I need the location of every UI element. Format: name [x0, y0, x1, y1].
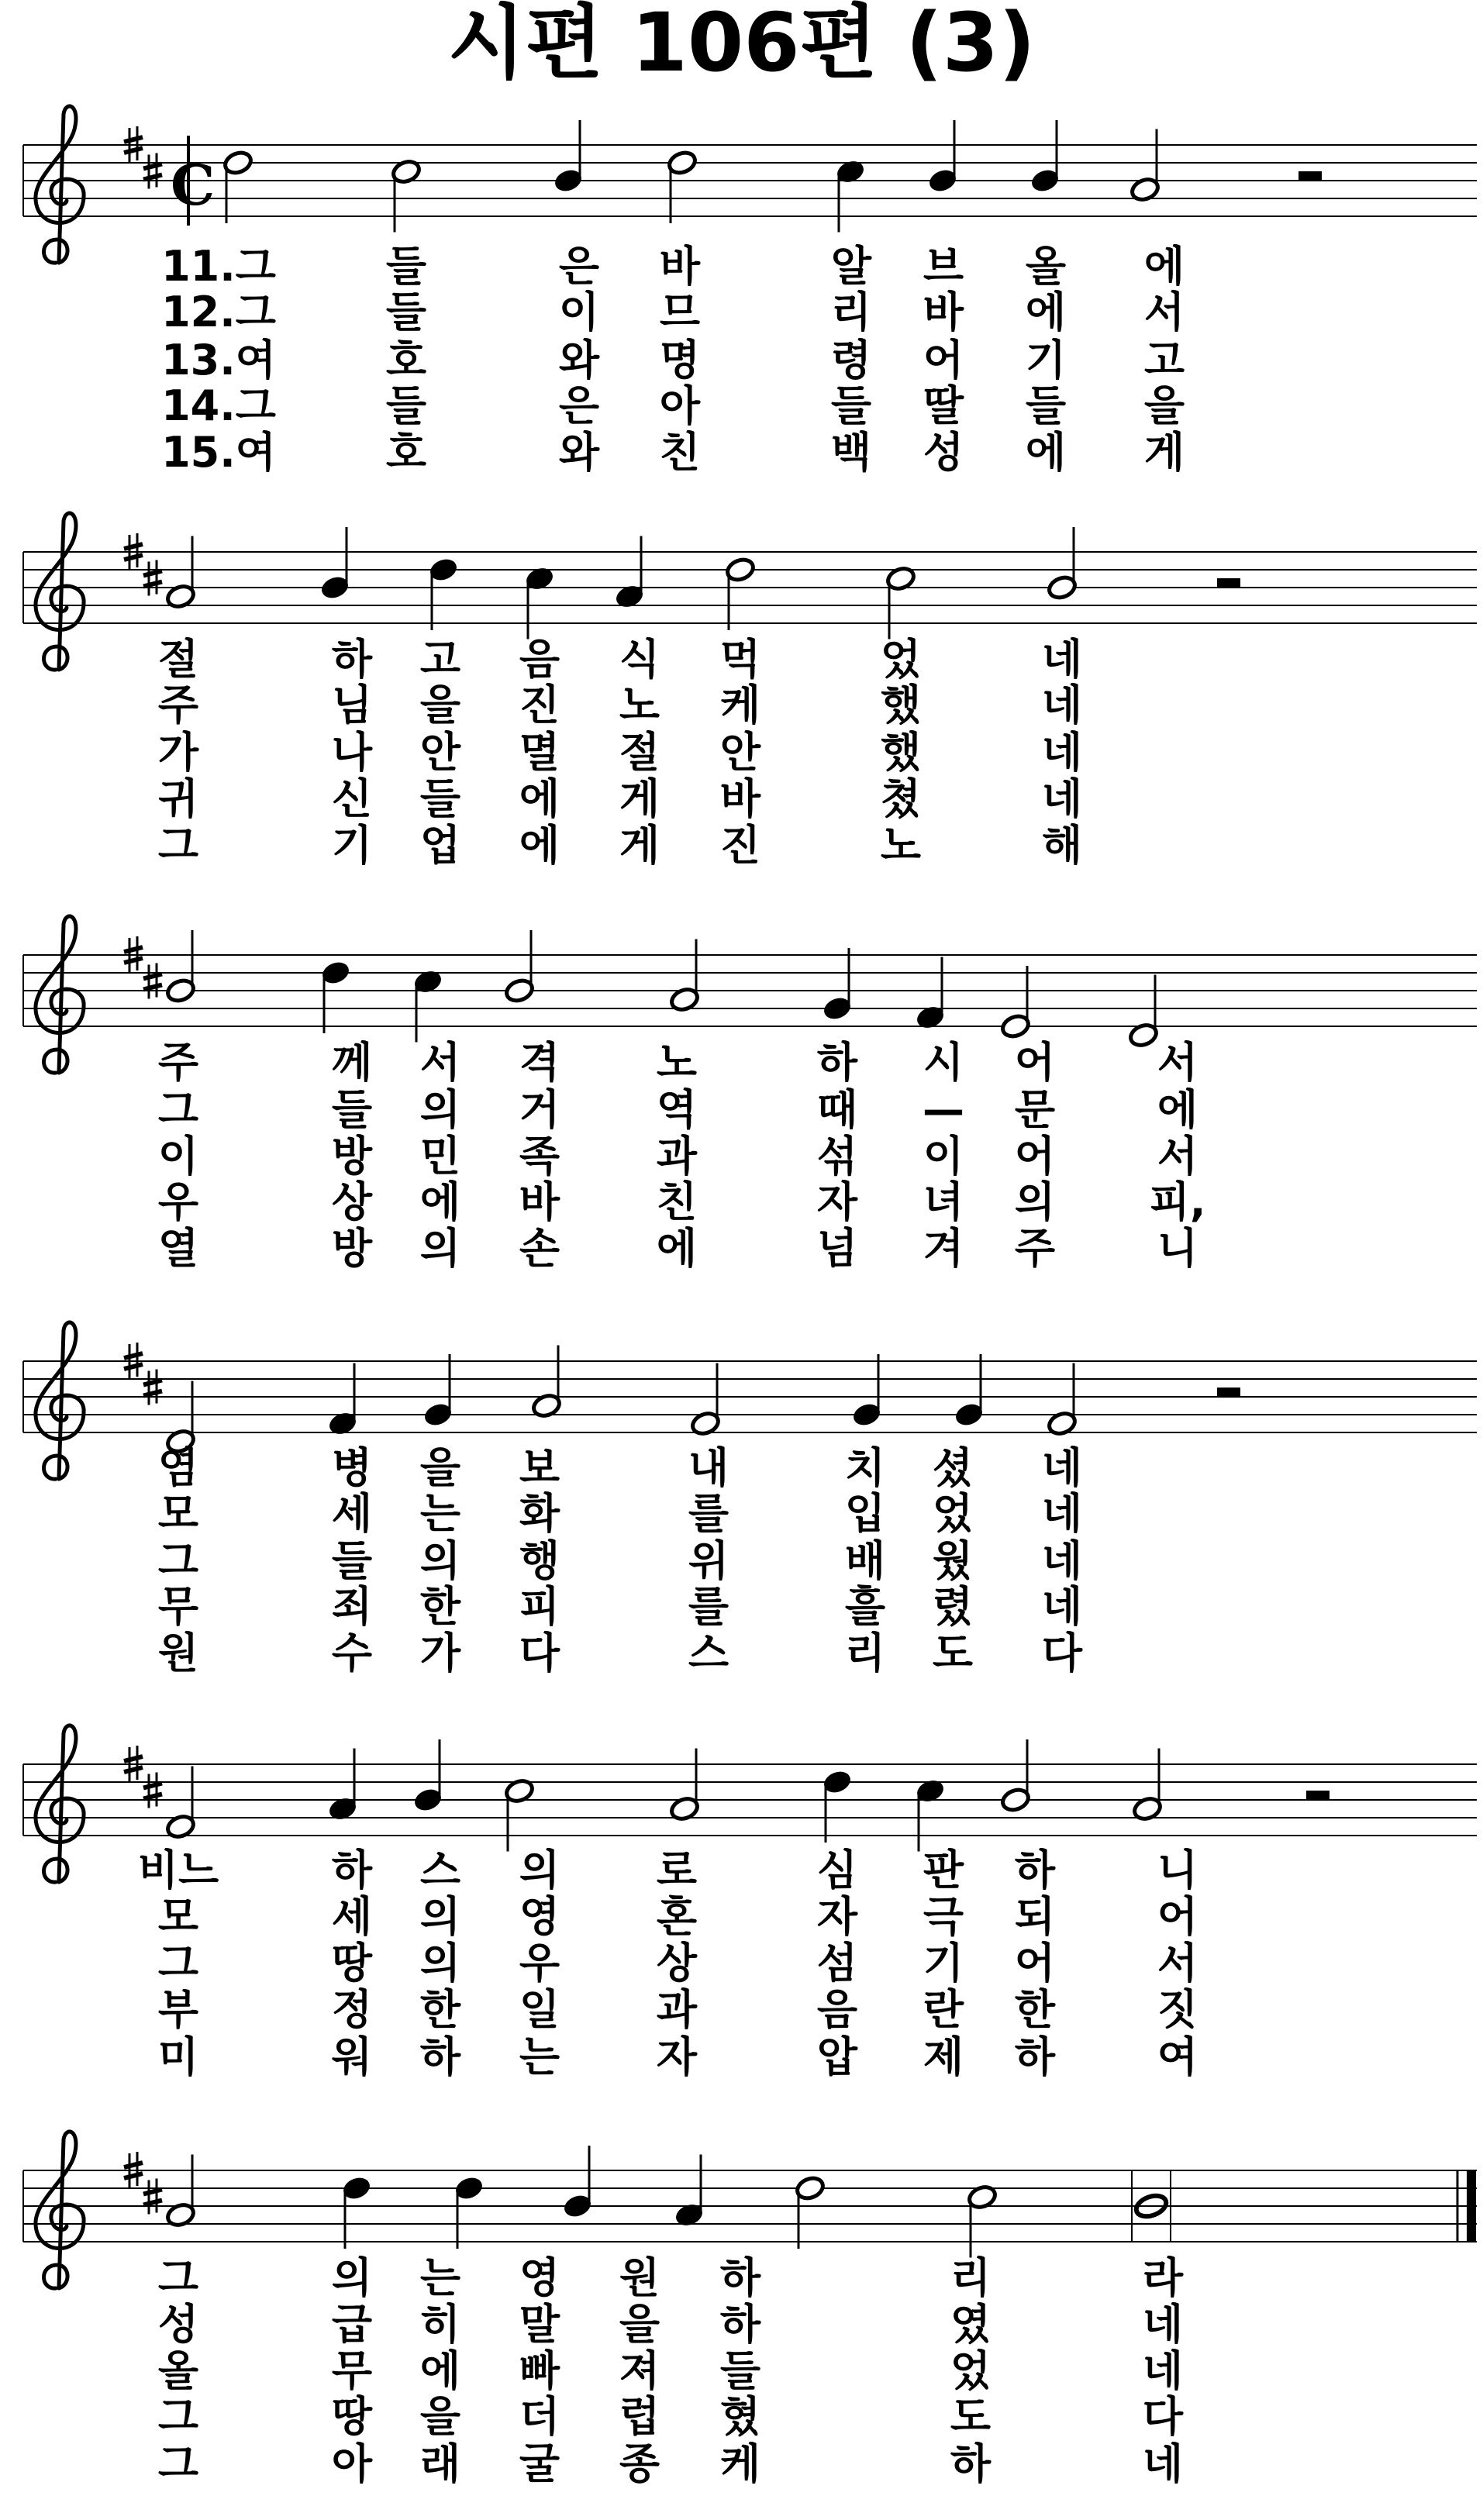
- lyric-syllable: 입: [844, 1489, 886, 1538]
- lyric-syllable: 염: [157, 1443, 199, 1492]
- treble-clef-icon: [36, 916, 84, 1073]
- lyric-syllable: 와: [558, 336, 600, 384]
- lyric-syllable: 종: [619, 2439, 660, 2488]
- lyric-syllable: 들: [385, 381, 427, 430]
- lyric-syllable: 미: [157, 2032, 199, 2081]
- lyric-syllable: 기: [331, 821, 373, 870]
- lyric-syllable: 이: [558, 288, 600, 336]
- lyric-syllable: 했: [880, 728, 922, 777]
- lyric-syllable: 바: [923, 288, 964, 336]
- lyric-syllable: 네: [1142, 2300, 1184, 2349]
- lyric-syllable: 11.그: [161, 242, 276, 291]
- lyric-syllable: 네: [1041, 681, 1083, 729]
- lyric-syllable: 케: [719, 681, 761, 729]
- sharp-stroke: [124, 148, 143, 153]
- lyric-syllable: 녀: [923, 1177, 964, 1226]
- lyric-syllable: 노: [656, 1038, 698, 1087]
- lyric-syllable: 넘: [816, 1224, 858, 1273]
- lyric-syllable: 네: [1041, 635, 1083, 684]
- lyric-syllable: 과: [656, 1132, 698, 1181]
- lyric-syllable: 하: [1014, 2032, 1056, 2081]
- lyric-syllable: 정: [331, 1985, 373, 2034]
- staff-system: [23, 106, 1477, 477]
- sharp-stroke: [143, 1794, 162, 1799]
- lyric-syllable: 에: [1143, 242, 1185, 291]
- lyric-syllable: 안: [719, 728, 761, 777]
- lyric-syllable: 네: [1041, 774, 1083, 823]
- lyric-syllable: 의: [1014, 1177, 1056, 1226]
- lyric-syllable: 셨: [932, 1443, 974, 1492]
- lyric-syllable: 성: [923, 428, 964, 477]
- lyric-syllable: 가: [419, 1629, 461, 1677]
- lyric-syllable: 도: [950, 2392, 992, 2441]
- lyric-syllable: 서: [419, 1038, 461, 1087]
- lyric-syllable: 니: [1157, 1224, 1198, 1273]
- lyric-syllable: 짓: [1157, 1985, 1198, 2034]
- lyric-syllable: 님: [331, 681, 373, 729]
- lyric-syllable: 심: [816, 1846, 858, 1894]
- lyric-syllable: 내: [688, 1443, 729, 1492]
- lyric-syllable: 들: [830, 381, 872, 430]
- sharp-stroke: [124, 137, 143, 142]
- lyric-syllable: 스: [688, 1629, 729, 1677]
- sharp-stroke: [124, 1756, 143, 1761]
- lyric-syllable: 역: [656, 1085, 698, 1134]
- lyric-syllable: 그: [157, 2253, 199, 2302]
- lyric-syllable: 에: [519, 774, 560, 823]
- lyric-syllable: 고: [1143, 336, 1185, 384]
- lyric-syllable: 한: [419, 1582, 461, 1631]
- lyric-syllable: 한: [419, 1985, 461, 2034]
- lyric-syllable: 땅: [331, 1939, 373, 1987]
- lyric-syllable: 먹: [719, 635, 761, 684]
- lyric-syllable: 그: [157, 821, 199, 870]
- lyric-syllable: 서: [1157, 1038, 1198, 1087]
- lyric-syllable: 호: [385, 428, 427, 477]
- lyric-syllable: 족: [519, 1132, 560, 1181]
- lyric-syllable: 네: [1142, 2439, 1184, 2488]
- lyric-syllable: 워: [331, 2032, 373, 2081]
- treble-clef-icon: [36, 106, 84, 263]
- lyric-syllable: 들: [719, 2346, 761, 2395]
- sharp-stroke: [143, 974, 162, 979]
- lyric-syllable: 하: [1014, 1846, 1056, 1894]
- lyric-syllable: 스: [419, 1846, 461, 1894]
- lyric-syllable: 급: [331, 2300, 373, 2349]
- lyric-syllable: 명: [659, 336, 701, 384]
- lyric-syllable: 피: [519, 1582, 560, 1631]
- sharp-stroke: [143, 582, 162, 587]
- lyric-syllable: 들: [1025, 381, 1067, 430]
- lyric-syllable: 거: [519, 1085, 560, 1134]
- lyric-syllable: 백: [830, 428, 872, 477]
- lyric-syllable: 어: [1014, 1939, 1056, 1987]
- lyric-syllable: 굴: [519, 2439, 560, 2488]
- lyric-syllable: 어: [923, 336, 964, 384]
- lyric-syllable: 하: [816, 1038, 858, 1087]
- lyric-syllable: 렸: [932, 1582, 974, 1631]
- lyric-syllable: 네: [1041, 1536, 1083, 1585]
- lyric-syllable: 라: [1142, 2253, 1184, 2302]
- half-rest: [1217, 578, 1240, 588]
- lyric-syllable: 서: [1157, 1939, 1198, 1987]
- sharp-stroke: [143, 1381, 162, 1385]
- lyric-syllable: 시: [923, 1038, 964, 1087]
- lyric-syllable: 상: [331, 1177, 373, 1226]
- lyric-syllable: 세: [331, 1489, 373, 1538]
- lyric-syllable: 겨: [923, 1224, 964, 1273]
- lyric-syllable: 는: [519, 2032, 560, 2081]
- lyric-syllable: 주: [157, 681, 199, 729]
- lyric-syllable: 령: [830, 336, 872, 384]
- lyric-syllable: 원: [619, 2253, 660, 2302]
- lyric-syllable: 그: [157, 2392, 199, 2441]
- lyric-syllable: 12.그: [161, 288, 276, 336]
- lyric-syllable: 안: [419, 728, 461, 777]
- lyric-syllable: 위: [688, 1536, 729, 1585]
- lyric-syllable: 과: [656, 1985, 698, 2034]
- lyric-syllable: 친: [659, 428, 701, 477]
- page-title: 시편 106편 (3): [447, 0, 1036, 90]
- lyric-syllable: 음: [519, 635, 560, 684]
- lyric-syllable: 그: [157, 1085, 199, 1134]
- lyric-syllable: 행: [519, 1536, 560, 1585]
- lyric-syllable: 브: [923, 242, 964, 291]
- sharp-stroke: [143, 571, 162, 576]
- lyric-syllable: 상: [656, 1939, 698, 1987]
- lyric-syllable: 주: [157, 1038, 199, 1087]
- lyric-syllable: 은: [558, 242, 600, 291]
- lyric-syllable: 딸: [923, 381, 964, 430]
- lyric-syllable: 우: [519, 1939, 560, 1987]
- lyric-syllable: 께: [331, 1038, 373, 1087]
- lyric-syllable: 에: [1157, 1085, 1198, 1134]
- lyric-syllable: 져: [619, 2346, 660, 2395]
- treble-clef-icon: [36, 1725, 84, 1882]
- lyric-syllable: 14.그: [161, 381, 276, 430]
- lyric-syllable: 15.여: [161, 428, 276, 477]
- sharp-stroke: [124, 1767, 143, 1772]
- lyric-syllable: 노: [880, 821, 922, 870]
- lyric-syllable: 혔: [719, 2392, 761, 2441]
- lyric-syllable: 판: [923, 1846, 964, 1894]
- lyric-syllable: 그: [157, 1536, 199, 1585]
- sharp-stroke: [143, 1391, 162, 1396]
- half-rest: [1306, 1791, 1330, 1800]
- lyric-syllable: 들: [331, 1085, 373, 1134]
- lyric-syllable: 혼: [656, 1892, 698, 1941]
- lyric-syllable: 게: [1143, 428, 1185, 477]
- lyric-syllable: 리: [950, 2253, 992, 2302]
- lyric-syllable: 나: [331, 728, 373, 777]
- lyric-syllable: —: [923, 1085, 964, 1134]
- lyric-syllable: 에: [419, 1177, 461, 1226]
- lyric-syllable: 을: [419, 681, 461, 729]
- lyric-syllable: 13.여: [161, 336, 276, 384]
- sharp-stroke: [143, 2201, 162, 2205]
- lyric-syllable: 호: [385, 336, 427, 384]
- sharp-stroke: [143, 1784, 162, 1788]
- lyric-syllable: 럽: [619, 2392, 660, 2441]
- lyric-syllable: 죄: [331, 1582, 373, 1631]
- lyric-syllable: 래: [419, 2439, 461, 2488]
- lyric-syllable: 알: [830, 242, 872, 291]
- lyric-syllable: 네: [1041, 728, 1083, 777]
- lyric-syllable: 와: [558, 428, 600, 477]
- lyric-syllable: 멸: [519, 728, 560, 777]
- sharp-stroke: [143, 985, 162, 990]
- lyric-syllable: 비느: [137, 1846, 219, 1894]
- lyric-syllable: 때: [816, 1085, 858, 1134]
- lyric-syllable: 에: [419, 2346, 461, 2395]
- lyric-syllable: 방: [331, 1132, 373, 1181]
- sharp-stroke: [124, 2163, 143, 2167]
- lyric-syllable: 민: [419, 1132, 461, 1181]
- lyric-syllable: 었: [950, 2346, 992, 2395]
- lyric-syllable: 게: [619, 821, 660, 870]
- final-thick-bar: [1467, 2170, 1476, 2242]
- half-rest: [1298, 171, 1322, 181]
- lyric-syllable: 을: [419, 2392, 461, 2441]
- sharp-stroke: [143, 164, 162, 169]
- lyric-syllable: 피,: [1149, 1177, 1206, 1226]
- treble-clef-icon: [36, 513, 84, 670]
- lyric-syllable: 에: [1025, 428, 1067, 477]
- lyric-syllable: 해: [1041, 821, 1083, 870]
- lyric-syllable: 여: [1157, 2032, 1198, 2081]
- lyric-syllable: 쳤: [880, 774, 922, 823]
- lyric-syllable: 신: [331, 774, 373, 823]
- lyric-syllable: 올: [1025, 242, 1067, 291]
- lyric-syllable: 들: [385, 288, 427, 336]
- lyric-syllable: 서: [1143, 288, 1185, 336]
- lyric-syllable: 들: [385, 242, 427, 291]
- lyric-syllable: 화: [519, 1489, 560, 1538]
- lyric-syllable: 치: [844, 1443, 886, 1492]
- lyric-syllable: 무: [157, 1582, 199, 1631]
- lyric-syllable: 하: [419, 2032, 461, 2081]
- sharp-stroke: [124, 958, 143, 963]
- sharp-stroke: [124, 1353, 143, 1358]
- lyric-syllable: 니: [1157, 1846, 1198, 1894]
- lyric-syllable: 이: [157, 1132, 199, 1181]
- lyric-syllable: 바: [719, 774, 761, 823]
- lyric-syllable: 의: [419, 1939, 461, 1987]
- lyric-syllable: 하: [331, 635, 373, 684]
- lyric-syllable: 말: [519, 2300, 560, 2349]
- lyric-syllable: 되: [1014, 1892, 1056, 1941]
- staff-system: [23, 2132, 1477, 2488]
- lyric-syllable: 영: [519, 2253, 560, 2302]
- lyric-syllable: 기: [923, 1939, 964, 1987]
- sharp-stroke: [143, 2190, 162, 2194]
- lyric-syllable: 제: [923, 2032, 964, 2081]
- lyric-syllable: 였: [950, 2300, 992, 2349]
- lyric-syllable: 귀: [157, 774, 199, 823]
- lyric-syllable: 섬: [816, 1939, 858, 1987]
- lyric-syllable: 을: [619, 2300, 660, 2349]
- lyric-syllable: 아: [659, 381, 701, 430]
- cut-time-symbol: C: [171, 152, 216, 218]
- lyric-syllable: 절: [619, 728, 660, 777]
- lyric-syllable: 자: [816, 1177, 858, 1226]
- lyric-syllable: 들: [331, 1536, 373, 1585]
- staff-system: [23, 916, 1477, 1273]
- lyric-syllable: 그: [157, 2439, 199, 2488]
- lyric-syllable: 자: [656, 2032, 698, 2081]
- lyric-syllable: 땅: [331, 2392, 373, 2441]
- lyric-syllable: 에: [519, 821, 560, 870]
- lyric-syllable: 격: [519, 1038, 560, 1087]
- lyric-syllable: 히: [419, 2300, 461, 2349]
- lyric-syllable: 아: [331, 2439, 373, 2488]
- lyric-syllable: 압: [816, 2032, 858, 2081]
- lyric-syllable: 하: [719, 2253, 761, 2302]
- staff-system: [23, 1322, 1477, 1677]
- lyric-syllable: 보: [519, 1443, 560, 1492]
- lyric-syllable: 은: [558, 381, 600, 430]
- staff-system: [23, 1725, 1477, 2081]
- lyric-syllable: 문: [1014, 1085, 1056, 1134]
- lyric-syllable: 모: [157, 1489, 199, 1538]
- sharp-stroke: [143, 175, 162, 180]
- lyric-syllable: 무: [331, 2346, 373, 2395]
- lyric-syllable: 노: [619, 681, 660, 729]
- lyric-syllable: 수: [331, 1629, 373, 1677]
- lyric-syllable: 도: [932, 1629, 974, 1677]
- lyric-syllable: 고: [419, 635, 461, 684]
- lyric-syllable: 므: [659, 288, 701, 336]
- lyric-syllable: 의: [419, 1536, 461, 1585]
- lyric-syllable: 세: [331, 1892, 373, 1941]
- lyric-syllable: 음: [816, 1985, 858, 2034]
- lyric-syllable: 었: [932, 1489, 974, 1538]
- lyric-syllable: 모: [157, 1892, 199, 1941]
- lyric-syllable: 한: [1014, 1985, 1056, 2034]
- lyric-syllable: 성: [157, 2300, 199, 2349]
- lyric-syllable: 섞: [816, 1132, 858, 1181]
- lyric-syllable: 절: [157, 635, 199, 684]
- lyric-syllable: 업: [419, 821, 461, 870]
- lyric-syllable: 진: [719, 821, 761, 870]
- lyric-syllable: 의: [419, 1085, 461, 1134]
- lyric-syllable: 바: [659, 242, 701, 291]
- lyric-syllable: 열: [157, 1224, 199, 1273]
- lyric-syllable: 하: [331, 1846, 373, 1894]
- lyric-syllable: 하: [950, 2439, 992, 2488]
- lyric-syllable: 에: [656, 1224, 698, 1273]
- lyric-syllable: 란: [923, 1985, 964, 2034]
- sharp-stroke: [124, 2174, 143, 2178]
- sharp-stroke: [124, 555, 143, 560]
- lyric-syllable: 주: [1014, 1224, 1056, 1273]
- lyric-syllable: 게: [619, 774, 660, 823]
- lyric-syllable: 서: [1157, 1132, 1198, 1181]
- lyric-syllable: 었: [880, 635, 922, 684]
- lyric-syllable: 우: [157, 1177, 199, 1226]
- lyric-syllable: 빠: [519, 2346, 560, 2395]
- lyric-syllable: 는: [419, 2253, 461, 2302]
- lyric-syllable: 자: [816, 1892, 858, 1941]
- sharp-stroke: [124, 947, 143, 952]
- lyric-syllable: 다: [1142, 2392, 1184, 2441]
- lyric-syllable: 기: [1025, 336, 1067, 384]
- sharp-stroke: [124, 544, 143, 549]
- lyric-syllable: 친: [656, 1177, 698, 1226]
- lyric-syllable: 더: [519, 2392, 560, 2441]
- lyric-syllable: 흘: [844, 1582, 886, 1631]
- lyric-syllable: 의: [419, 1892, 461, 1941]
- lyric-syllable: 네: [1041, 1582, 1083, 1631]
- lyric-syllable: 그: [157, 1939, 199, 1987]
- lyric-syllable: 을: [419, 1443, 461, 1492]
- lyric-syllable: 하: [719, 2300, 761, 2349]
- lyric-syllable: 리: [830, 288, 872, 336]
- lyric-syllable: 이: [923, 1132, 964, 1181]
- lyric-syllable: 일: [519, 1985, 560, 2034]
- lyric-syllable: 영: [519, 1892, 560, 1941]
- lyric-syllable: 다: [1041, 1629, 1083, 1677]
- lyric-syllable: 원: [157, 1629, 199, 1677]
- lyric-syllable: 다: [519, 1629, 560, 1677]
- lyric-syllable: 식: [619, 635, 660, 684]
- sharp-stroke: [124, 1364, 143, 1369]
- lyric-syllable: 네: [1041, 1443, 1083, 1492]
- lyric-syllable: 손: [519, 1224, 560, 1273]
- lyric-syllable: 네: [1142, 2346, 1184, 2395]
- lyric-syllable: 의: [419, 1224, 461, 1273]
- lyric-syllable: 가: [157, 728, 199, 777]
- half-rest: [1217, 1388, 1240, 1397]
- lyric-syllable: 어: [1157, 1892, 1198, 1941]
- lyric-syllable: 로: [656, 1846, 698, 1894]
- lyric-syllable: 을: [1143, 381, 1185, 430]
- lyric-syllable: 리: [844, 1629, 886, 1677]
- lyric-syllable: 는: [419, 1489, 461, 1538]
- lyric-syllable: 어: [1014, 1038, 1056, 1087]
- lyric-syllable: 를: [688, 1582, 729, 1631]
- lyric-syllable: 진: [519, 681, 560, 729]
- lyric-syllable: 들: [419, 774, 461, 823]
- lyric-syllable: 병: [331, 1443, 373, 1492]
- lyric-syllable: 했: [880, 681, 922, 729]
- lyric-syllable: 에: [1025, 288, 1067, 336]
- treble-clef-icon: [36, 2132, 84, 2288]
- lyric-syllable: 케: [719, 2439, 761, 2488]
- lyric-syllable: 네: [1041, 1489, 1083, 1538]
- lyric-syllable: 부: [157, 1985, 199, 2034]
- lyric-syllable: 바: [519, 1177, 560, 1226]
- lyric-syllable: 배: [844, 1536, 886, 1585]
- lyric-syllable: 웠: [932, 1536, 974, 1585]
- lyric-syllable: 방: [331, 1224, 373, 1273]
- lyric-syllable: 어: [1014, 1132, 1056, 1181]
- lyric-syllable: 의: [331, 2253, 373, 2302]
- lyric-syllable: 를: [688, 1489, 729, 1538]
- treble-clef-icon: [36, 1322, 84, 1479]
- lyric-syllable: 올: [157, 2346, 199, 2395]
- staff-system: [23, 513, 1477, 870]
- lyric-syllable: 극: [923, 1892, 964, 1941]
- lyric-syllable: 의: [519, 1846, 560, 1894]
